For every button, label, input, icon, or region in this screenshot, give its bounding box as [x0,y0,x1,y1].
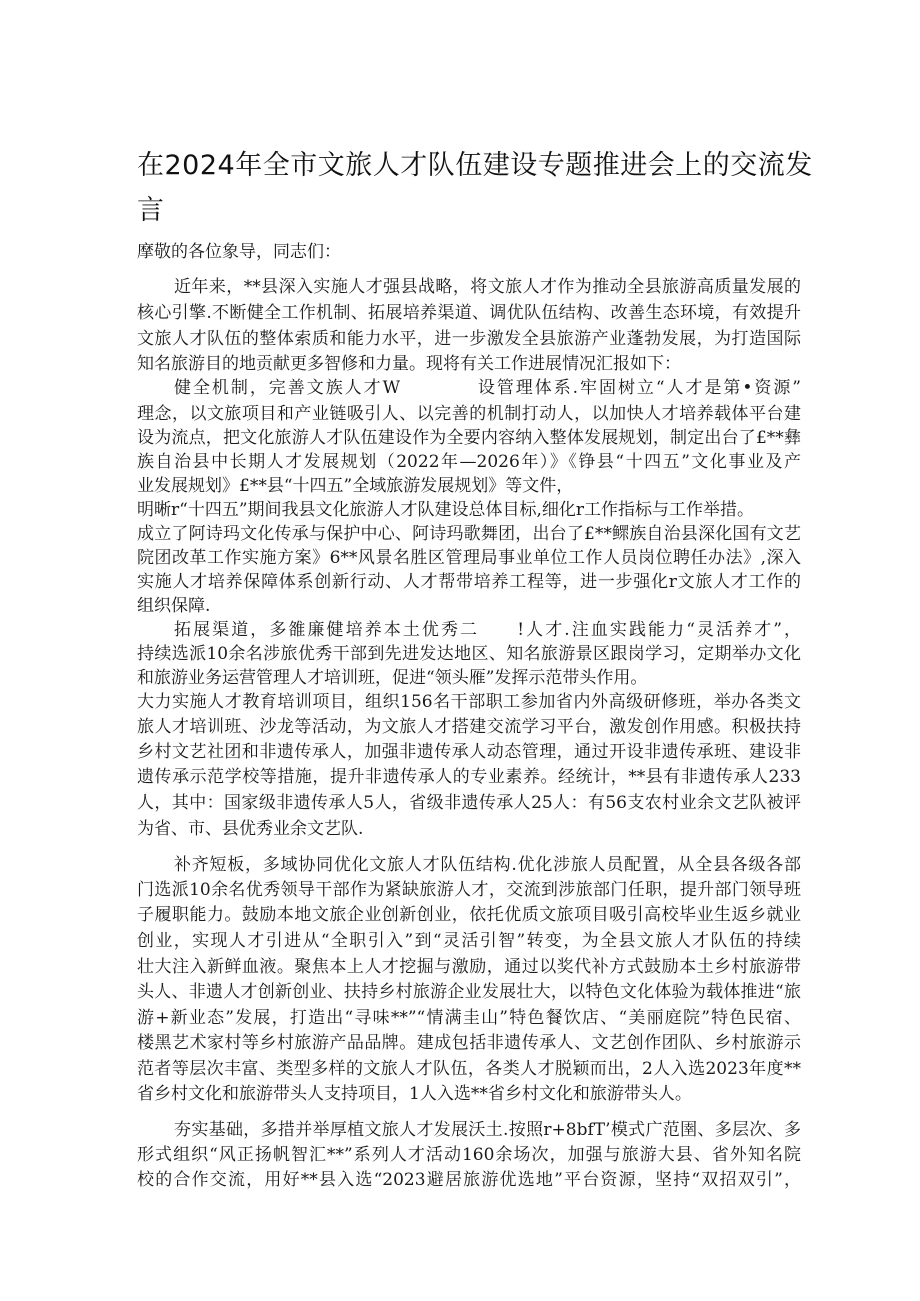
body-text-line: 健全机制，完善文族人才W 设管理体系.牢固树立“人才是第•资源” [174,378,801,398]
body-text-line: 人，其中：国家级非遗传承人5人，省级非遗传承人25人：有56支农村业余文艺队被评 [137,793,801,813]
body-text-line: 为省、市、县优秀业余文艺队. [137,819,364,839]
body-text-line: 持续选派10余名涉旅优秀干部到先进发达地区、知名旅游景区跟岗学习，定期举办文化 [137,644,801,664]
body-text-line: 旅人才培训班、沙龙等活动，为文旅人才搭建交流学习平台，激发创作用感。积极扶持 [137,717,801,737]
body-text-line: 范者等层次丰富、类型多样的文旅人才队伍，各类人才脱颖而出，2人入选2023年度** [137,1059,801,1079]
body-text-line: 校的合作交流，用好**县入选“2023避居旅游优选地”平台资源，坚持“双招双引”， [137,1170,801,1190]
body-text-line: 子履职能力。鼓励本地文旅企业创新创业，依托优质文旅项目吸引高校毕业生返乡就业 [137,905,801,925]
document-title-line-1: 在2024年全市文旅人才队伍建设专题推进会上的交流发 [137,150,813,181]
body-text-line: 创业，实现人才引进从“全职引入”到“灵活引智”转变，为全县文旅人才队伍的持续 [137,931,801,951]
body-text-line: 乡村文艺社团和非遗传承人，加强非遗传承人动态管理，通过开设非遗传承班、建设非 [137,742,801,762]
body-text-line: 游+新业态”发展，打造出“寻味**”“情满圭山”特色餐饮店、“美丽庭院”特色民宿、 [137,1008,801,1028]
body-text-line: 形式组织“风正扬帆智汇**”系列人才活动160余场次，加强与旅游大县、省外知名院 [137,1145,801,1165]
greeting: 摩敬的各位象导，同志们： [137,242,341,262]
body-text-line: 明晰r“十四五”期间我县文化旅游人才队建设总体目标,细化r工作指标与工作举措。 [137,500,755,520]
body-text-line: 拓展渠道，多雒廉健培养本土优秀二 !人才.注血实践能力“灵活养才”， [174,620,801,640]
body-text-line: 组织保障. [137,596,211,616]
body-text-line: 实施人才培养保障体系创新行动、人才帮带培养工程等，进一步强化r文旅人才工作的 [137,572,801,592]
body-text-line: 大力实施人才教育培训项目，组织156名干部职工参加省内外高级研修班，举办各类文 [137,692,801,712]
body-text-line: 门选派10余名优秀领导干部作为紧缺旅游人才，交流到涉旅部门任职，提升部门领导班 [137,880,801,900]
body-text-line: 补齐短板，多域协同优化文旅人才队伍结构.优化涉旅人员配置，从全县各级各部 [174,855,801,875]
body-text-line: 业发展规划》£**县“十四五”全域旅游发展规划》等文件， [137,476,574,496]
body-text-line: 设为流点，把文化旅游人才队伍建设作为全要内容纳入整体发展规划，制定出台了£**彝 [137,428,801,448]
body-text-line: 核心引擎.不断健全工作机制、拓展培养渠道、调优队伍结构、改善生态环境，有效提升 [137,303,801,323]
body-text-line: 楼黑艺术家村等乡村旅游产品品牌。建成包括非遗传承人、文艺创作团队、乡村旅游示 [137,1033,801,1053]
body-text-line: 成立了阿诗玛文化传承与保护中心、阿诗玛歌舞团，出台了£**鳏族自治县深化国有文艺 [137,524,801,544]
body-text-line: 和旅游业务运营管理人才培训班，促进“领头雁”发挥示范带头作用。 [137,668,648,688]
body-text-line: 夯实基础，多措并举厚植文旅人才发展沃土.按照r+8bfT’模式广范圉、多层次、多 [174,1120,801,1140]
body-text-line: 院团改革工作实施方案》6**风景名胜区管理局事业单位工作人员岗位聘任办法》,深入 [137,548,801,568]
body-text-line: 理念，以文旅项目和产业链吸引人、以完善的机制打动人，以加快人才培养载体平台建 [137,404,801,424]
document-title-line-2: 言 [137,195,165,226]
body-text-line: 文旅人才队伍的整体索质和能力水平，进一步激发全县旅游产业蓬勃发展，为打造国际 [137,329,801,349]
body-text-line: 知名旅游目的地贡献更多智修和力量。现将有关工作进展情况汇报如下： [137,354,681,374]
body-text-line: 遗传承示范学校等措施，提升非遗传承人的专业素养。经统计，**县有非遗传承人233 [137,767,801,787]
body-text-line: 省乡村文化和旅游带头人支持项目，1人入选**省乡村文化和旅游带头人。 [137,1084,692,1104]
body-text-line: 近年来，**县深入实施人才强县战略，将文旅人才作为推动全县旅游高质量发展的 [174,277,801,297]
body-text-line: 头人、非遗人才创新创业、扶持乡村旅游企业发展壮大，以特色文化体验为载体推进“旅 [137,982,801,1002]
body-text-line: 族自治县中长期人才发展规划（2022年—2026年）》《铮县“十四五”文化事业及产 [137,452,801,472]
body-text-line: 壮大注入新鲜血液。聚焦本上人才挖掘与激励，通过以奖代补方式鼓励本土乡村旅游带 [137,957,801,977]
